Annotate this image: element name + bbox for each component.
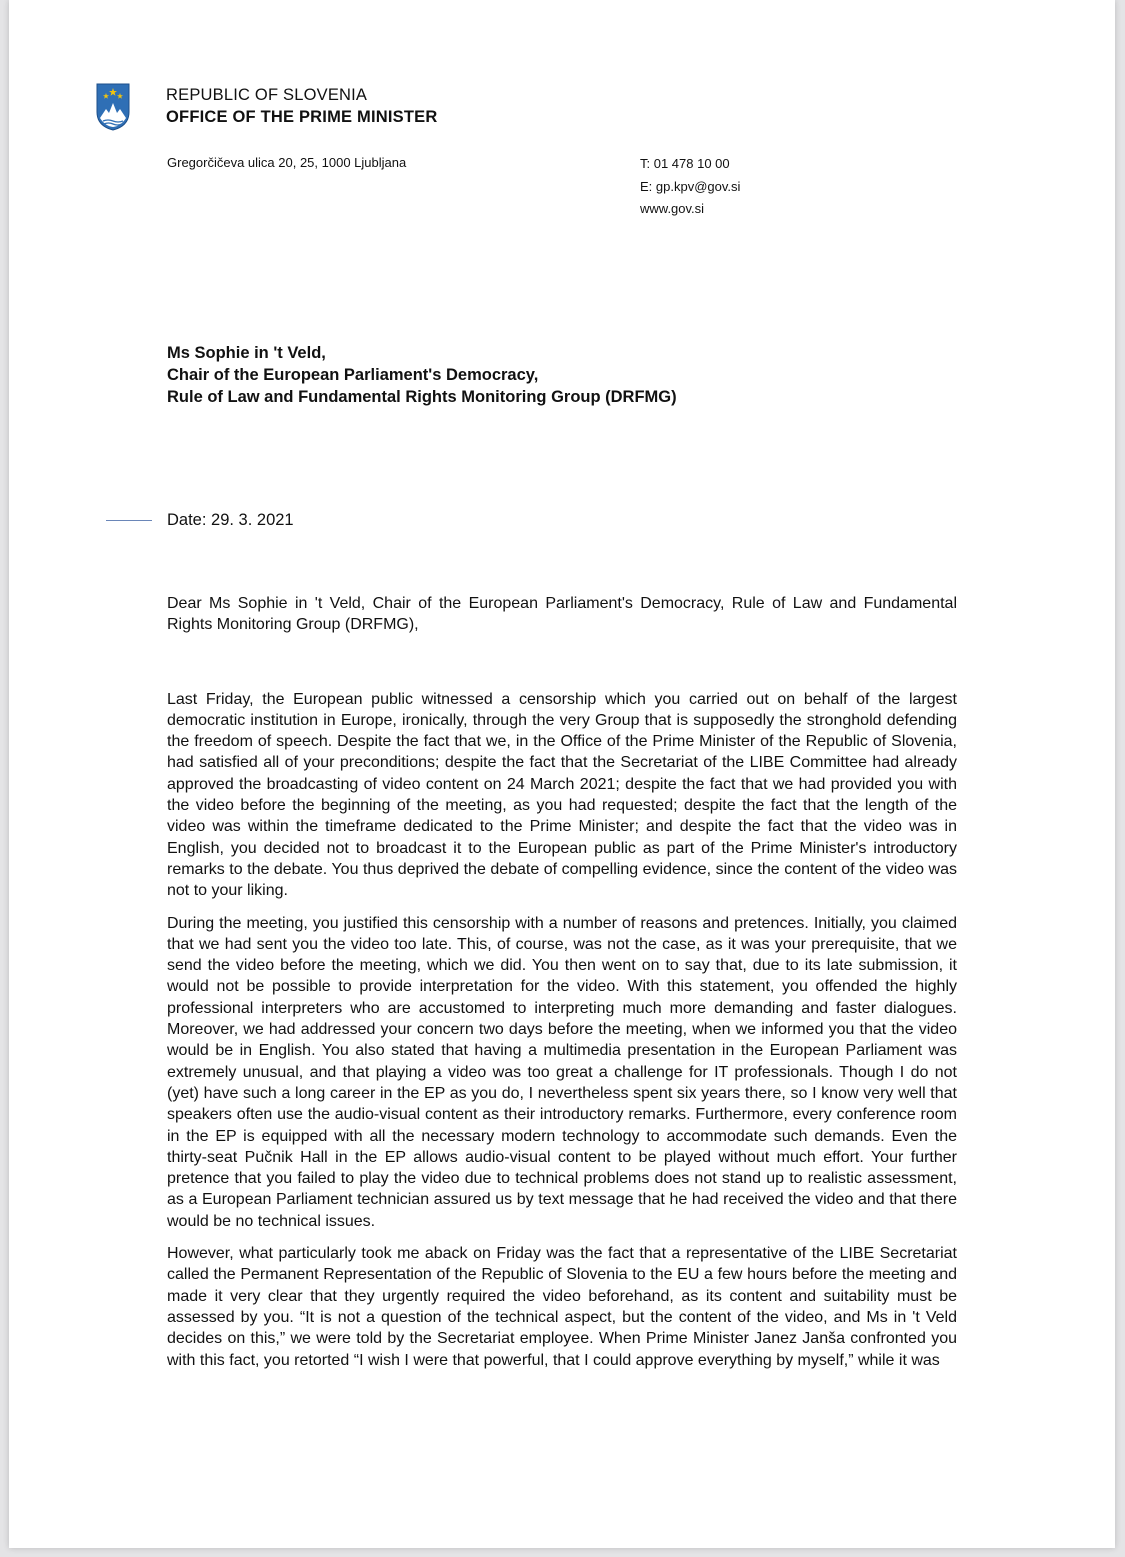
contact-website: www.gov.si xyxy=(640,201,705,216)
contact-email: E: gp.kpv@gov.si xyxy=(640,178,741,194)
salutation: Dear Ms Sophie in 't Veld, Chair of the European Parliament's Democracy, Rule of Law and Fundamental Rights Monitoring Group (DRFMG), xyxy=(167,595,957,634)
paragraph-2: During the meeting, you justified this censorship with a number of reasons and pretences. Initially, you claimed that we had sent you the video too late. This, of course, was not the case, as it was your prerequisite, that we send the video before the meeting, which we did. You then went on to say that, due to its late submission, it would not be possible to provide interpretation for the video. With this statement, you offended the highly professional interpreters who are accustomed to interpreting much more demanding and faster dialogues. Moreover, we had addressed your concern two days before the meeting, when we informed you that the video would be in English. You also stated that having a multimedia presentation in the European Parliament was extremely unusual, and that playing a video was too great a challenge for IT professionals. Though I do not (yet) have such a long career in the EP as you do, I nevertheless spent six years there, so I know very well that speakers often use the audio-visual content as their introductory remarks. Furthermore, every conference room in the EP is equipped with all the necessary modern technology to accommodate such demands. Even the thirty-seat Pučnik Hall in the EP allows audio-visual content to be played without much effort. Your further pretence that you failed to play the video due to technical problems does not stand up to realistic assessment, as a European Parliament technician assured us by text message that he had received the video and that there would be no technical issues. xyxy=(167,914,957,1230)
letter-date: Date: 29. 3. 2021 xyxy=(167,511,294,529)
contact-phone: T: 01 478 10 00 xyxy=(640,156,730,171)
paragraph-1: Last Friday, the European public witnessed a censorship which you carried out on behalf of the largest democratic institution in Europe, ironically, through the very Group that is supposedly the stronghold defending the freedom of speech. Despite the fact that we, in the Office of the Prime Minister of the Republic of Slovenia, had satisfied all of your preconditions; despite the fact that the Secretariat of the LIBE Committee had already approved the broadcasting of video content on 24 March 2021; despite the fact that we had provided you with the video before the beginning of the meeting, as you had requested; despite the fact that the length of the video was within the timeframe dedicated to the Prime Minister; and despite the fact that the video was in English, you decided not to broadcast it to the European public as part of the Prime Minister's introductory remarks to the debate. You thus deprived the debate of compelling evidence, since the content of the video was not to your liking. xyxy=(167,690,957,900)
header-country: REPUBLIC OF SLOVENIA xyxy=(166,86,368,104)
letter-page xyxy=(9,0,1115,1548)
office-address: Gregorčičeva ulica 20, 25, 1000 Ljubljana xyxy=(167,155,407,170)
paragraph-3: However, what particularly took me aback on Friday was the fact that a representative of the LIBE Secretariat called the Permanent Representation of the Republic of Slovenia to the EU a few hours before the meeting and made it very clear that they urgently required the video beforehand, as its content and suitability must be assessed by you. “It is not a question of the technical aspect, but the content of the video, and Ms in 't Veld decides on this,” we were told by the Secretariat employee. When Prime Minister Janez Janša confronted you with this fact, you retorted “I wish I were that powerful, that I could approve everything by myself,” while it was xyxy=(167,1245,957,1369)
recipient-block xyxy=(167,342,677,408)
date-divider xyxy=(106,520,152,521)
header-office: OFFICE OF THE PRIME MINISTER xyxy=(166,108,438,126)
slovenia-coat-of-arms-icon xyxy=(95,82,131,132)
letter-body xyxy=(167,593,957,1382)
contact-block xyxy=(640,153,740,221)
recipient-group: Rule of Law and Fundamental Rights Monitoring Group (DRFMG) xyxy=(167,388,677,406)
recipient-title: Chair of the European Parliament's Democracy, xyxy=(167,366,539,384)
recipient-name: Ms Sophie in 't Veld, xyxy=(167,344,326,362)
